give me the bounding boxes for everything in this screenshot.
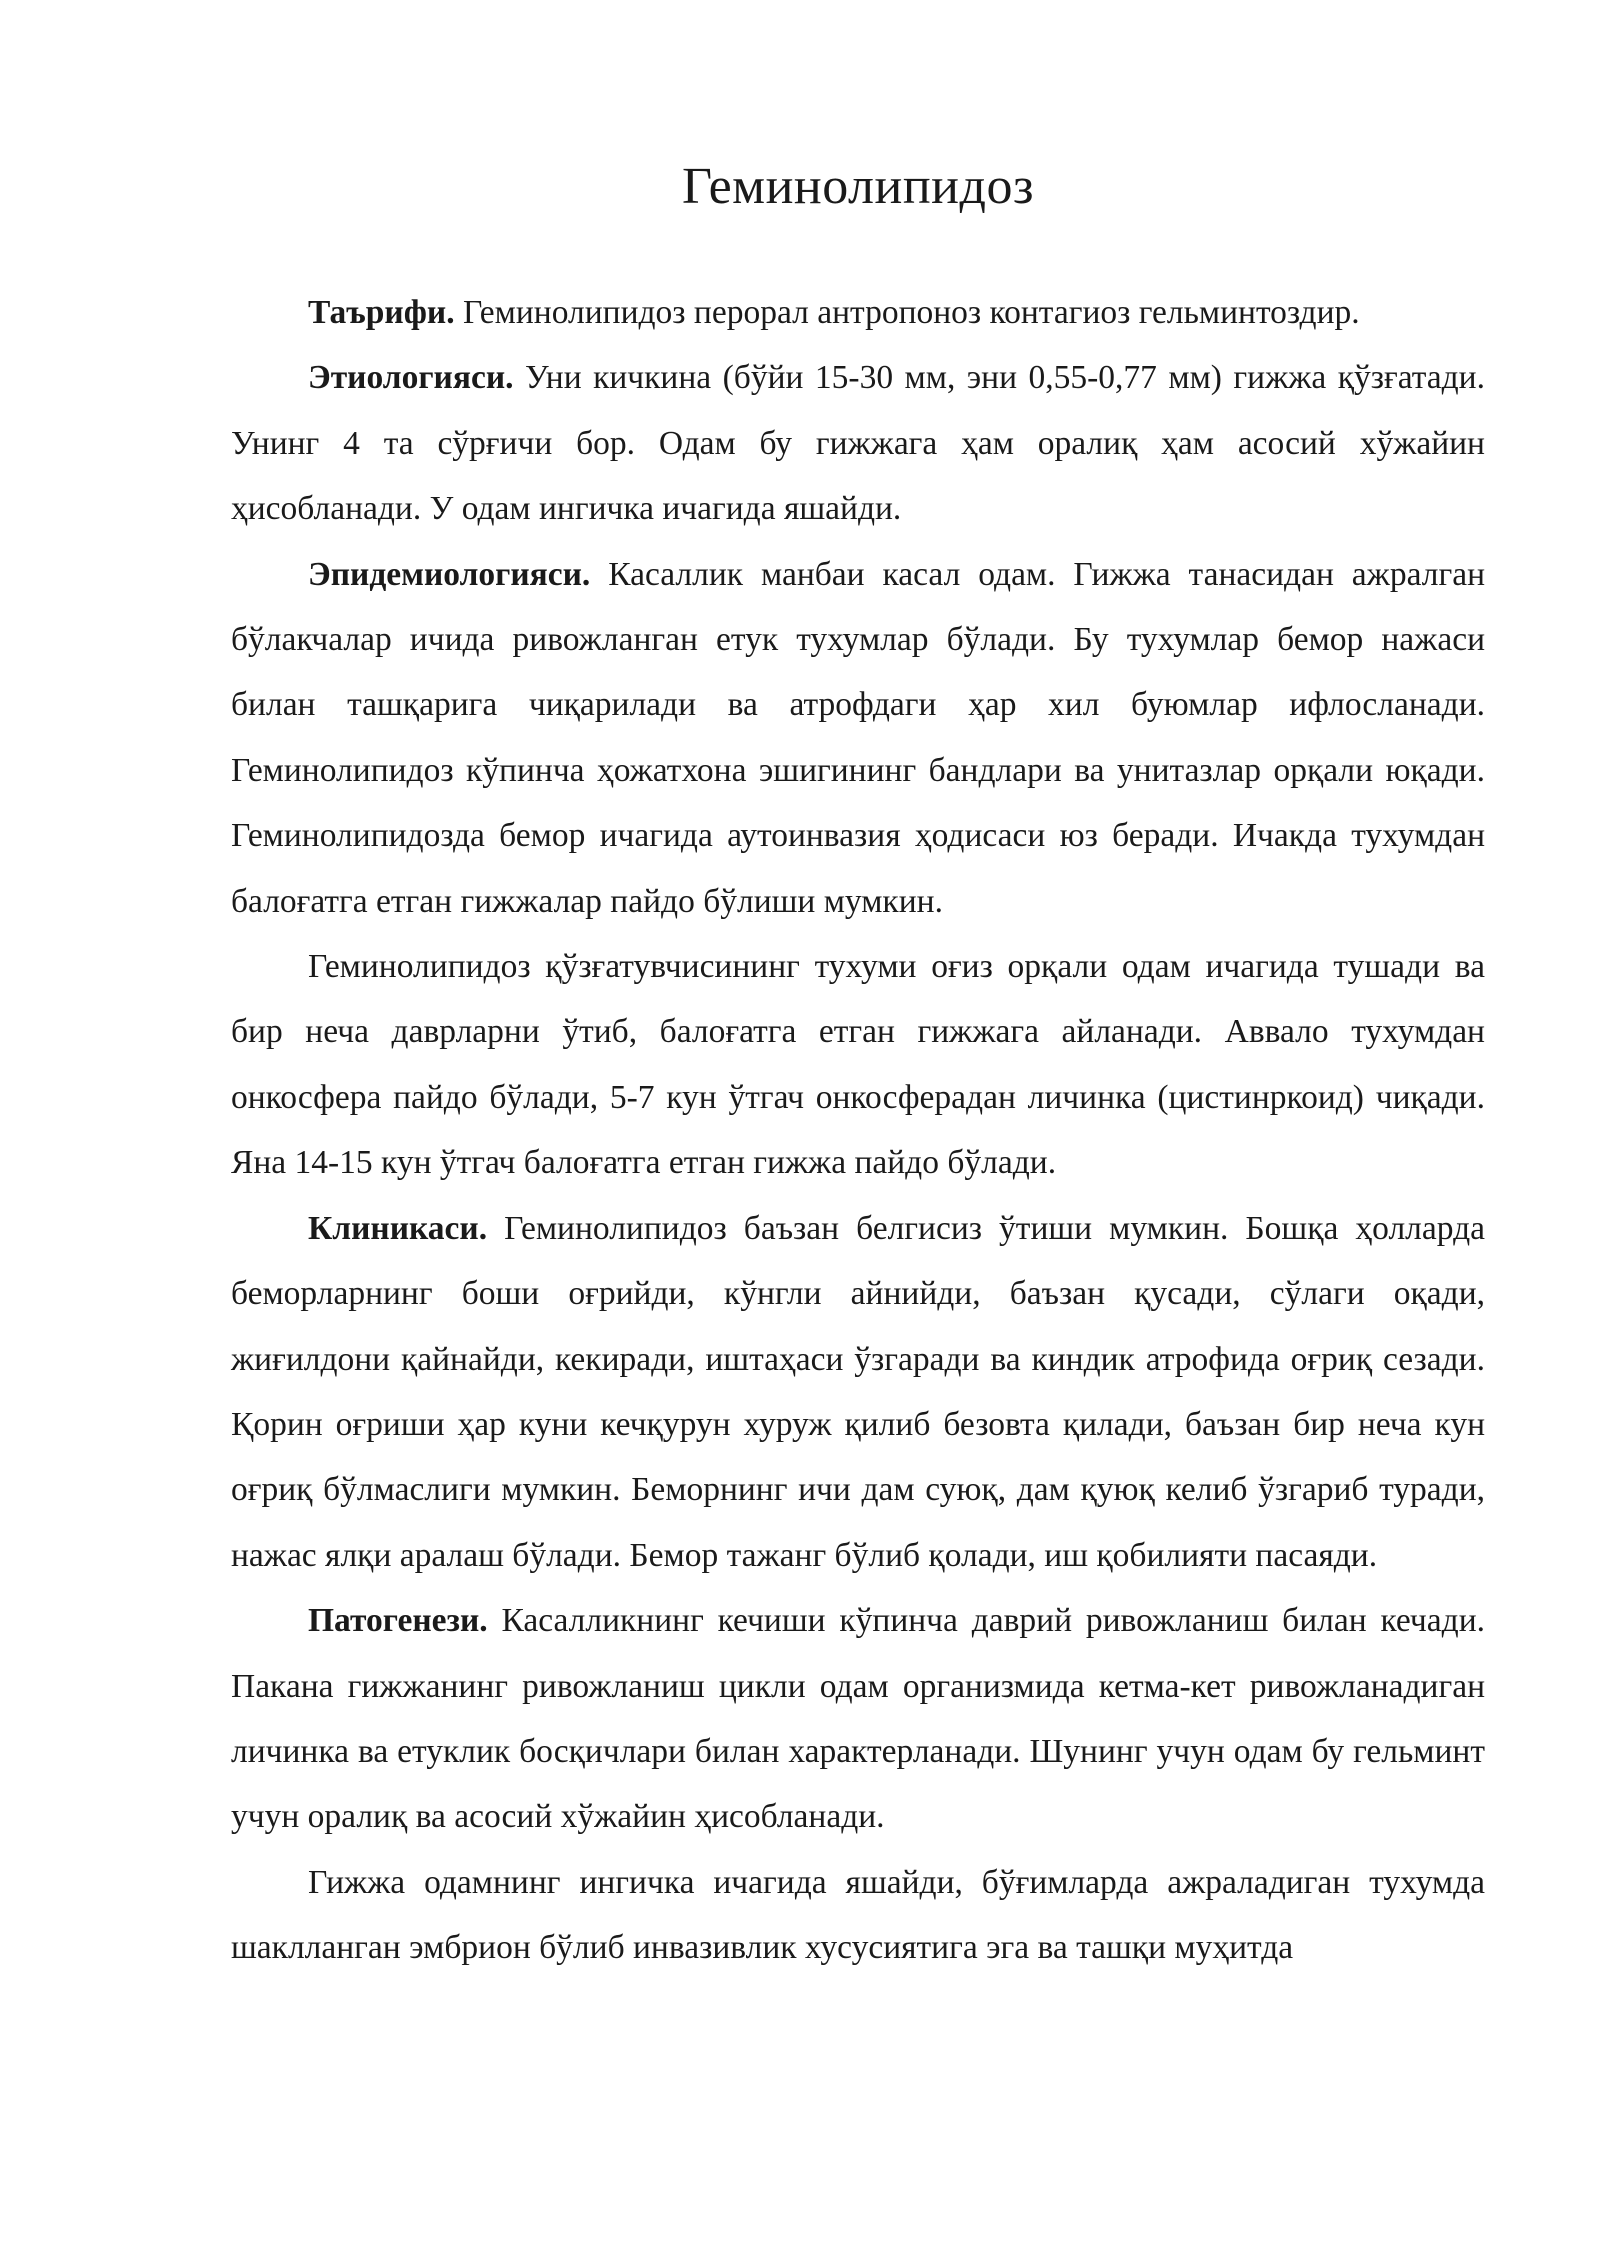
- paragraph-text: Касалликнинг кечиши кўпинча даврий ривожланиш билан кечади. Пакана гижжанинг ривожланиш цикли одам организмида кетма-кет ривожланадиган личинка ва етуклик босқичлари билан характерланади. Шунинг учун одам бу гельминт учун оралиқ ва асосий хўжайин ҳисобланади.: [231, 1602, 1485, 1836]
- page-title: Геминолипидоз: [682, 158, 1034, 215]
- paragraph-heading: Клиникаси.: [308, 1209, 488, 1247]
- paragraph-definition: [231, 280, 1485, 345]
- paragraph-pathogenesis: [231, 1588, 1485, 1850]
- document-body: [231, 280, 1485, 1981]
- paragraph-text: Гижжа одамнинг ингичка ичагида яшайди, бўғимларда ажраладиган тухумда шаклланган эмбрион бўлиб инвазивлик хусусиятига эга ва ташқи муҳитда: [231, 1863, 1485, 1967]
- paragraph-etiology: [231, 345, 1485, 541]
- paragraph-text: Касаллик манбаи касал одам. Гижжа танасидан ажралган бўлакчалар ичида ривожланган етук тухумлар бўлади. Бу тухумлар бемор нажаси билан ташқарига чиқарилади ва атрофдаги ҳар хил буюмлар ифлосланади. Геминолипидоз кўпинча ҳожатхона эшигининг бандлари ва унитазлар орқали юқади. Геминолипидозда бемор ичагида аутоинвазия ҳодисаси юз беради. Ичакда тухумдан балоғатга етган гижжалар пайдо бўлиши мумкин.: [231, 555, 1485, 920]
- paragraph-heading: Эпидемиологияси.: [308, 555, 591, 593]
- paragraph-epidemiology: [231, 542, 1485, 934]
- paragraph-heading: Таърифи.: [308, 294, 455, 331]
- paragraph-life-cycle: [231, 934, 1485, 1196]
- paragraph-heading: Патогенези.: [308, 1602, 488, 1640]
- paragraph-clinical: [231, 1196, 1485, 1588]
- paragraph-text: Уни кичкина (бўйи 15-30 мм, эни 0,55-0,77 мм) гижжа қўзғатади. Унинг 4 та сўрғичи бор. Одам бу гижжага ҳам оралиқ ҳам асосий хўжайин ҳисобланади. У одам ингичка ичагида яшайди.: [231, 359, 1485, 528]
- paragraph-heading: Этиологияси.: [308, 359, 514, 397]
- paragraph-text: Геминолипидоз баъзан белгисиз ўтиши мумкин. Бошқа ҳолларда беморларнинг боши оғрийди, кўнгли айнийди, баъзан қусади, сўлаги оқади, жиғилдони қайнайди, кекиради, иштаҳаси ўзгаради ва киндик атрофида оғриқ сезади. Қорин оғриши ҳар куни кечқурун хуруж қилиб безовта қилади, баъзан бир неча кун оғриқ бўлмаслиги мумкин. Беморнинг ичи дам суюқ, дам қуюқ келиб ўзгариб туради, нажас ялқи аралаш бўлади. Бемор тажанг бўлиб қолади, иш қобилияти пасаяди.: [231, 1209, 1485, 1574]
- paragraph-text: Геминолипидоз перорал антропоноз контагиоз гельминтоздир.: [454, 294, 1360, 331]
- paragraph-habitat: [231, 1850, 1485, 1981]
- paragraph-text: Геминолипидоз қўзғатувчисининг тухуми оғиз орқали одам ичагида тушади ва бир неча даврларни ўтиб, балоғатга етган гижжага айланади. Аввало тухумдан онкосфера пайдо бўлади, 5-7 кун ўтгач онкосферадан личинка (цистинркоид) чиқади. Яна 14-15 кун ўтгач балоғатга етган гижжа пайдо бўлади.: [231, 948, 1485, 1182]
